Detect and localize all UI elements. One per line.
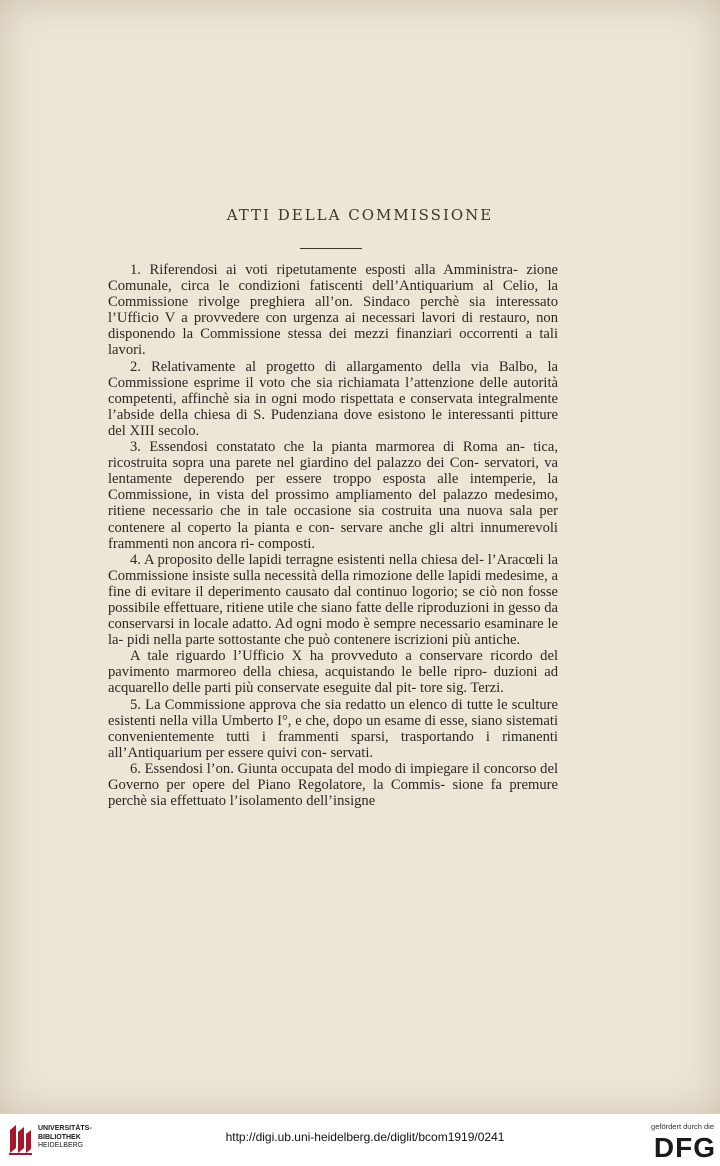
paragraph-6: 6. Essendosi l’on. Giunta occupata del modo di impiegare il concorso del Governo per opere del Piano Regolatore, la Commis- sione fa premure perchè sia effettuato l’isolamento dell’insigne [108,760,558,810]
body-text [108,262,558,809]
permalink-url[interactable]: http://digi.ub.uni-heidelberg.de/diglit/bcom1919/0241 [225,1130,505,1144]
paragraph-2: 2. Relativamente al progetto di allargamento della via Balbo, la Commissione esprime il voto che sia richiamata l’attenzione delle autorità competenti, affinchè sia in ogni modo rispettata e conservata integralmente l’abside della chiesa di S. Pudenziana dove esistono le interessanti pitture del XIII secolo. [108,358,558,439]
paragraph-3: 3. Essendosi constatato che la pianta marmorea di Roma an- tica, ricostruita sopra una parete nel giardino del palazzo dei Con- servatori, va lentamente deperendo per essere troppo esposta alle intemperie, la Commissione, in vista del prossimo ampliamento del palazzo medesimo, ritiene necessario che in tale occasione sia costruita una nuova sala per contenere al coperto la pianta e con- servare anche gli altri innumerevoli frammenti non ancora ri- composti. [108,439,558,552]
dfg-logo[interactable] [640,1132,716,1160]
page-title: ATTI DELLA COMMISSIONE [226,206,494,224]
paragraph-4-continuation: A tale riguardo l’Ufficio X ha provveduto a conservare ricordo del pavimento marmoreo della chiesa, acquistando le belle ripro- duzioni ad acquarello delle parti più conservate eseguite dal pit- tore sig. Terzi. [108,648,558,697]
paragraph-1: 1. Riferendosi ai voti ripetutamente esposti alla Amministra- zione Comunale, circa le condizioni fatiscenti dell’Antiquarium al Celio, la Commissione rivolge preghiera all’on. Sindaco perchè sia interessato l’Ufficio V a provvedere con urgenza ai necessari lavori di restauro, non disponendo la Commissione stessa dei mezzi finanziari occorrenti a tali lavori. [108,262,558,359]
university-library-logo-icon[interactable] [7,1122,33,1156]
library-line-2: BIBLIOTHEK [38,1133,81,1141]
dfg-logo-text: DFG [653,1132,716,1160]
library-name[interactable] [38,1125,92,1151]
library-line-1: UNIVERSITÄTS- [38,1125,92,1132]
title-divider [300,248,362,249]
funding-caption: gefördert durch die [651,1122,714,1131]
paragraph-4: 4. A proposito delle lapidi terragne esistenti nella chiesa del- l’Aracœli la Commissione insiste sulla necessità della rimozione delle lapidi medesime, a fine di evitare il deperimento causato dal continuo logorio; se ciò non fosse possibile effettuare, ritiene utile che siano fatte delle riproduzioni in gesso da conservarsi in locale adatto. Ad ogni modo è sempre necessario esaminare le la- pidi nella parte sottostante che può contenere iscrizioni più antiche. [108,551,558,649]
library-line-3: HEIDELBERG [38,1142,84,1149]
paragraph-5: 5. La Commissione approva che sia redatto un elenco di tutte le sculture esistenti nella villa Umberto I°, e che, dopo un esame di esse, siano sistemati convenientemente tutti i frammenti sparsi, trasportando i rimanenti all’Antiquarium per essere quivi con- servati. [108,696,558,761]
